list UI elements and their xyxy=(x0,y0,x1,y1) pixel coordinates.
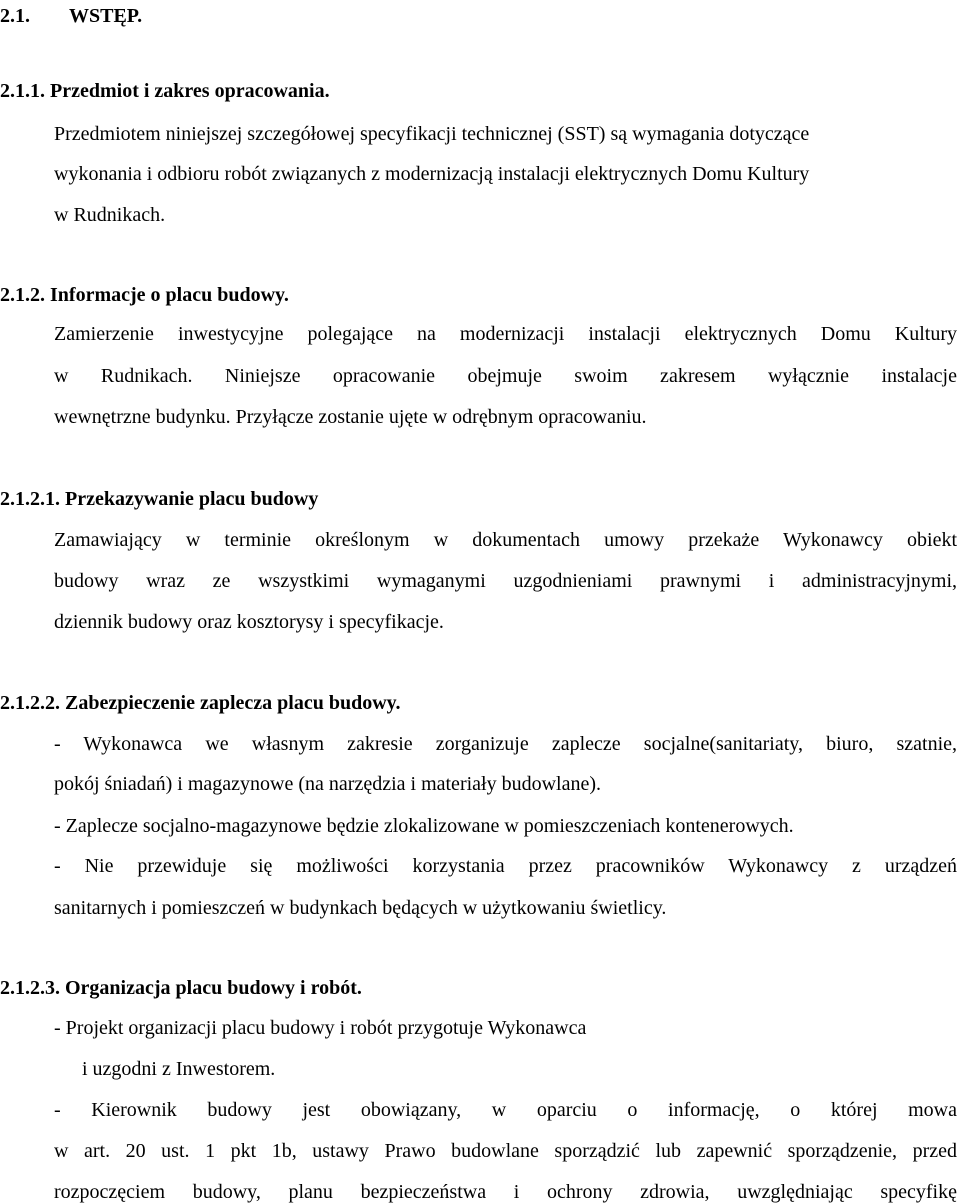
list-item-line: w art. 20 ust. 1 pkt 1b, ustawy Prawo budowlane sporządzić lub zapewnić sporządzenie, przed xyxy=(54,1140,957,1162)
paragraph-line: wewnętrzne budynku. Przyłącze zostanie ujęte w odrębnym opracowaniu. xyxy=(54,406,647,428)
paragraph-line: budowy wraz ze wszystkimi wymaganymi uzgodnieniami prawnymi i administracyjnymi, xyxy=(54,570,957,592)
list-item-line: - Kierownik budowy jest obowiązany, w oparciu o informację, o której mowa xyxy=(54,1099,957,1121)
paragraph-line: Zamierzenie inwestycyjne polegające na modernizacji instalacji elektrycznych Domu Kultury xyxy=(54,323,957,345)
paragraph-line: dziennik budowy oraz kosztorysy i specyfikacje. xyxy=(54,611,444,633)
list-item-line: - Zaplecze socjalno-magazynowe będzie zlokalizowane w pomieszczeniach kontenerowych. xyxy=(54,815,794,837)
subsection-heading-2-1-2-2: 2.1.2.2. Zabezpieczenie zaplecza placu budowy. xyxy=(0,692,401,714)
subsection-heading-2-1-2: 2.1.2. Informacje o placu budowy. xyxy=(0,284,289,306)
paragraph-line: wykonania i odbioru robót związanych z modernizacją instalacji elektrycznych Domu Kultury xyxy=(54,163,810,185)
subsection-heading-2-1-2-3: 2.1.2.3. Organizacja placu budowy i robót. xyxy=(0,977,362,999)
paragraph-line: Zamawiający w terminie określonym w dokumentach umowy przekaże Wykonawcy obiekt xyxy=(54,529,957,551)
list-item-line: - Projekt organizacji placu budowy i robót przygotuje Wykonawca xyxy=(54,1017,587,1039)
paragraph-line: w Rudnikach. Niniejsze opracowanie obejmuje swoim zakresem wyłącznie instalacje xyxy=(54,365,957,387)
list-item-line: pokój śniadań) i magazynowe (na narzędzia i materiały budowlane). xyxy=(54,773,602,795)
paragraph-line: Przedmiotem niniejszej szczegółowej specyfikacji technicznej (SST) są wymagania dotyczące xyxy=(54,123,810,145)
paragraph-line: w Rudnikach. xyxy=(54,204,166,226)
list-item-line: - Nie przewiduje się możliwości korzystania przez pracowników Wykonawcy z urządzeń xyxy=(54,855,957,877)
list-item-line: sanitarnych i pomieszczeń w budynkach będących w użytkowaniu świetlicy. xyxy=(54,897,667,919)
section-number: 2.1. xyxy=(0,5,30,27)
list-item-line: rozpoczęciem budowy, planu bezpieczeństwa i ochrony zdrowia, uwzględniając specyfikę xyxy=(54,1181,957,1203)
list-item-line: i uzgodni z Inwestorem. xyxy=(82,1058,276,1080)
subsection-heading-2-1-1: 2.1.1. Przedmiot i zakres opracowania. xyxy=(0,80,330,102)
list-item-line: - Wykonawca we własnym zakresie zorganizuje zaplecze socjalne(sanitariaty, biuro, szatnie, xyxy=(54,733,957,755)
section-title: WSTĘP. xyxy=(69,5,143,27)
subsection-heading-2-1-2-1: 2.1.2.1. Przekazywanie placu budowy xyxy=(0,488,319,510)
